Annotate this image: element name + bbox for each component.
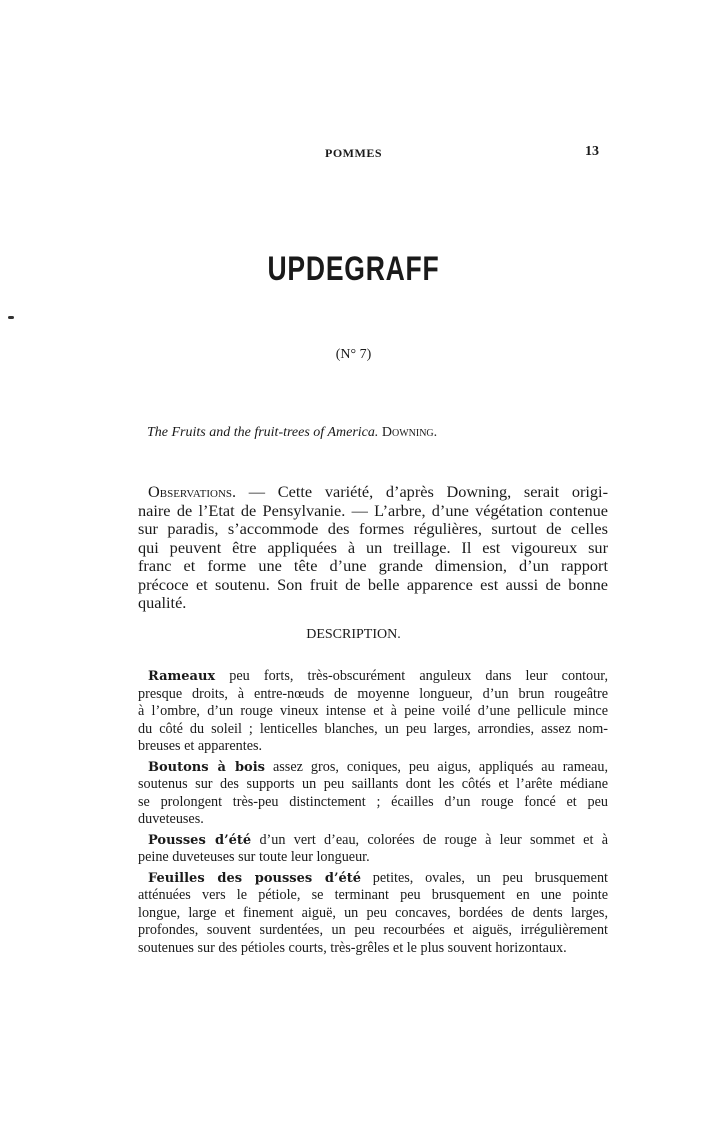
line-text: qui peuvent être appliquées à un treillage. Il est vigoureux sur (138, 537, 608, 557)
text-line (138, 721, 608, 739)
line-text: se prolongent très-peu distinctement ; écailles d’un rouge foncé et peu (138, 793, 608, 810)
text-line (138, 539, 608, 558)
line-text: à l’ombre, d’un rouge vineux intense et à peine voilé d’une pellicule mince (138, 703, 608, 719)
line-text: franc et forme une tête d’une grande dimension, d’un rapport (138, 556, 608, 575)
scan-speck (8, 316, 14, 319)
line-text: d’un vert d’eau, colorées de rouge à leur sommet et à (251, 831, 608, 848)
text-line (138, 776, 608, 794)
text-line (138, 686, 608, 704)
line-text: — Cette variété, d’après Downing, serait origi- (236, 482, 608, 501)
line-text: profondes, souvent surdentées, un peu recourbées et aiguës, irrégulièrement (138, 922, 608, 938)
description-paragraph (138, 668, 608, 756)
line-text: qualité. (138, 593, 187, 612)
reference-work: The Fruits and the fruit-trees of America. (147, 425, 379, 440)
line-text: sur paradis, s’accommode des formes régulières, surtout de celles (138, 519, 608, 538)
variety-number: (N° 7) (335, 347, 372, 362)
line-text: précoce et soutenu. Son fruit de belle apparence est aussi de bonne (138, 574, 608, 594)
line-text: assez gros, coniques, peu aigus, appliqués au rameau, (264, 758, 608, 775)
text-line (138, 849, 608, 867)
text-line (138, 905, 608, 923)
description-paragraph (138, 759, 608, 829)
text-line (138, 557, 608, 576)
line-text: breuses et apparentes. (138, 738, 263, 754)
paragraph-lead: Pousses d’été (148, 832, 252, 848)
line-text: longue, large et finement aiguë, un peu concaves, bordées de dents larges, (138, 904, 608, 921)
description-heading: DESCRIPTION. (306, 627, 401, 642)
line-text: du côté du soleil ; lenticelles blanches, un peu larges, arrondies, assez nom- (138, 720, 608, 737)
description-section (138, 668, 608, 960)
line-text: atténuées vers le pétiole, se terminant peu brusquement en une pointe (138, 887, 608, 903)
line-text: presque droits, à entre-nœuds de moyenne longueur, d’un brun rougeâtre (138, 685, 608, 702)
text-line (138, 668, 608, 686)
paragraph-lead: Rameaux (148, 669, 216, 684)
text-line (138, 483, 608, 502)
text-line (138, 940, 608, 958)
line-text: petites, ovales, un peu brusquement (361, 869, 608, 886)
text-line (138, 870, 608, 888)
text-line (138, 922, 608, 940)
text-line (138, 703, 608, 721)
text-line (138, 832, 608, 850)
line-text: soutenus sur des supports un peu saillants dont les côtés et l’arête médiane (138, 776, 608, 792)
description-paragraph (138, 870, 608, 958)
paragraph-lead: Boutons à bois (148, 759, 265, 775)
bibliographic-reference (147, 425, 437, 441)
text-line (138, 576, 608, 595)
description-paragraph (138, 832, 608, 867)
text-line (138, 594, 608, 613)
running-header: POMMES (325, 146, 382, 160)
line-text: naire de l’Etat de Pensylvanie. — L’arbre, d’une végétation contenue (138, 500, 608, 520)
page-number: 13 (585, 144, 599, 159)
reference-author: Downing. (381, 425, 438, 440)
paragraph-lead: Feuilles des pousses d’été (148, 870, 362, 886)
line-text: duveteuses. (138, 811, 204, 827)
page-title: UPDEGRAFF (267, 250, 440, 288)
line-text: soutenues sur des pétioles courts, très-grêles et le plus souvent horizontaux. (138, 939, 567, 956)
text-line (138, 502, 608, 521)
text-line (138, 738, 608, 756)
line-text: peine duveteuses sur toute leur longueur. (138, 849, 370, 865)
text-line (138, 759, 608, 777)
paragraph-lead: Observations. (148, 482, 237, 501)
observations-paragraph (138, 483, 608, 613)
text-line (138, 520, 608, 539)
text-line (138, 794, 608, 812)
text-line (138, 811, 608, 829)
line-text: peu forts, très-obscurément anguleux dans leur contour, (215, 668, 608, 684)
text-line (138, 887, 608, 905)
